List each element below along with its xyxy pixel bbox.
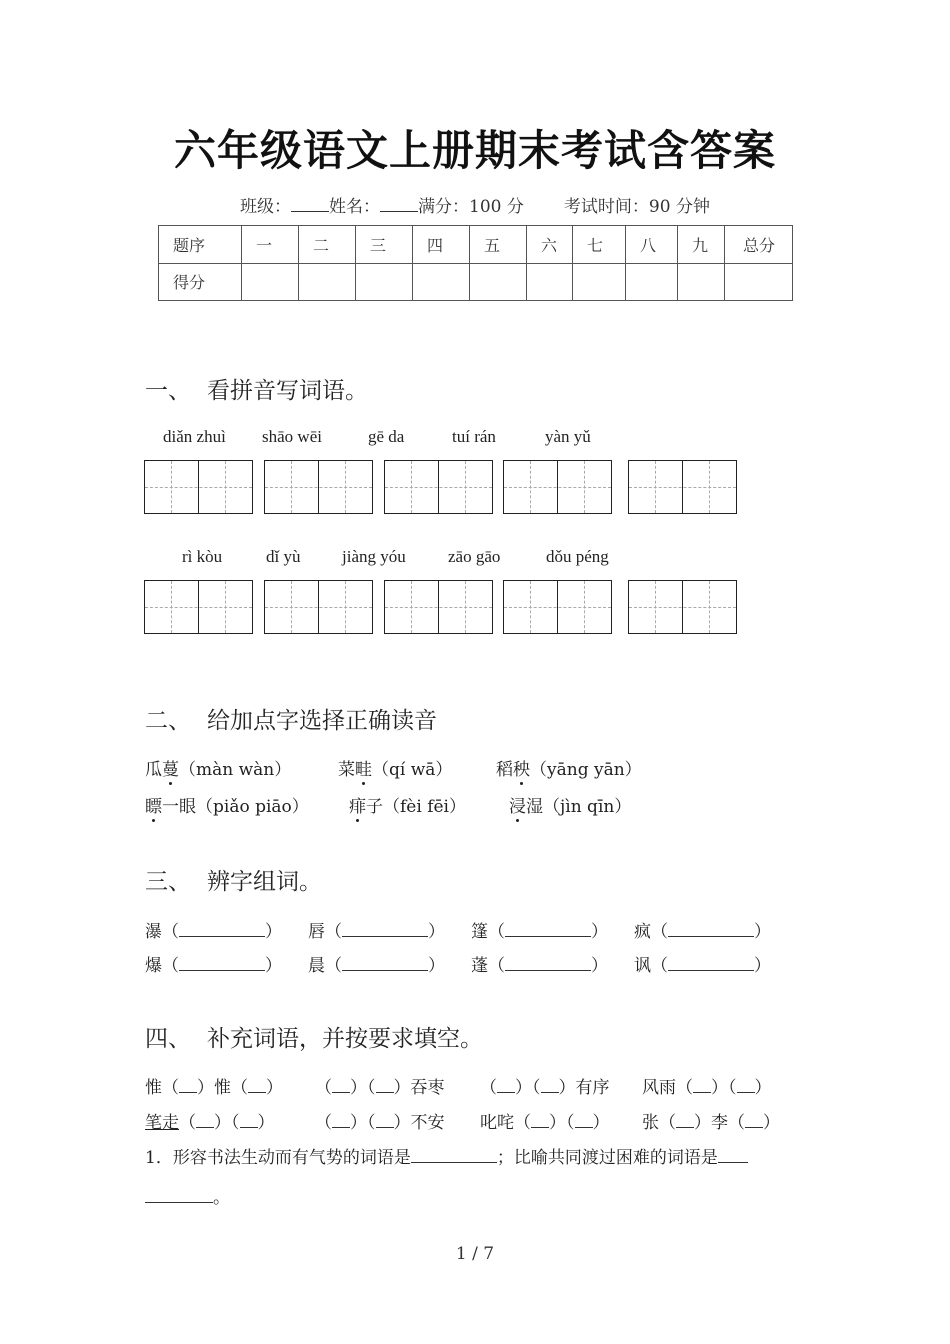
exam-time: 考试时间：90 分钟 [563, 197, 710, 217]
score-cell[interactable] [678, 263, 725, 301]
idiom-item: 风雨（ ）（ ） [642, 1078, 772, 1098]
pinyin: rì kòu [182, 547, 223, 566]
word-item: 蓬（ ） [471, 956, 608, 976]
page-title: 六年级语文上册期末考试含答案 [173, 126, 776, 175]
score-cell[interactable] [299, 263, 356, 301]
pinyin: gē da [368, 427, 405, 446]
writing-box[interactable] [384, 460, 493, 514]
score-cell[interactable] [413, 263, 470, 301]
section-number: 二、 [145, 708, 191, 734]
header-cell: 五 [470, 226, 527, 264]
idiom-item: （ ）（ ）不安 [315, 1113, 445, 1133]
pinyin: diǎn zhuì [163, 427, 226, 446]
section-number: 一、 [145, 378, 191, 404]
pinyin: jiàng yóu [342, 547, 406, 566]
section-title: 补充词语，并按要求填空。 [207, 1026, 483, 1052]
section-3-heading [145, 863, 322, 896]
idiom-item: 惟（ ）惟（ ） [145, 1078, 283, 1098]
question-1: 1．形容书法生动而有气势的词语是 ；比喻共同渡过困难的词语是 [145, 1143, 748, 1168]
class-label: 班级： [240, 197, 292, 217]
section-1-heading [145, 372, 368, 405]
writing-box[interactable] [628, 580, 737, 634]
header-cell: 一 [242, 226, 299, 264]
pinyin: yàn yǔ [545, 427, 591, 446]
section-2-heading [145, 702, 437, 735]
idiom-item: 张（ ）李（ ） [642, 1113, 780, 1133]
idiom-item: （ ）（ ）有序 [480, 1078, 610, 1098]
question-1-continued: 。 [145, 1183, 230, 1208]
pinyin: shāo wēi [262, 427, 322, 446]
reading-item: 瓜蔓（màn wàn） [145, 755, 291, 780]
writing-box[interactable] [264, 460, 373, 514]
word-item: 疯（ ） [634, 922, 771, 942]
pinyin: dǒu péng [546, 547, 609, 566]
writing-box[interactable] [144, 580, 253, 634]
score-cell[interactable] [573, 263, 626, 301]
section-number: 三、 [145, 869, 191, 895]
header-cell: 六 [527, 226, 573, 264]
idiom-item: （ ）（ ）吞枣 [315, 1078, 445, 1098]
reading-item: 瞟一眼（piǎo piāo） [145, 792, 309, 817]
score-cell[interactable] [626, 263, 678, 301]
score-cell[interactable] [470, 263, 527, 301]
word-item: 爆（ ） [145, 956, 282, 976]
writing-box[interactable] [264, 580, 373, 634]
section-number: 四、 [145, 1026, 191, 1052]
reading-item: 菜畦（qí wā） [338, 755, 452, 780]
header-cell: 总分 [725, 226, 793, 264]
reading-item: 浸湿（jìn qīn） [509, 792, 631, 817]
score-cell[interactable] [527, 263, 573, 301]
writing-box[interactable] [144, 460, 253, 514]
row-label: 得分 [159, 263, 242, 301]
class-blank [291, 196, 329, 212]
header-cell: 九 [678, 226, 725, 264]
header-cell: 七 [573, 226, 626, 264]
pinyin: dǐ yù [266, 547, 301, 566]
score-cell[interactable] [242, 263, 299, 301]
score-cell[interactable] [725, 263, 793, 301]
word-item: 瀑（ ） [145, 922, 282, 942]
writing-box[interactable] [384, 580, 493, 634]
score-table-header-row [159, 226, 793, 264]
writing-box[interactable] [503, 460, 612, 514]
header-cell: 二 [299, 226, 356, 264]
reading-item: 痱子（fèi fēi） [349, 792, 466, 817]
word-item: 晨（ ） [308, 956, 445, 976]
pinyin: zāo gāo [448, 547, 501, 566]
exam-info [0, 192, 950, 217]
word-item: 讽（ ） [634, 956, 771, 976]
word-item: 唇（ ） [308, 922, 445, 942]
section-title: 给加点字选择正确读音 [207, 708, 437, 734]
section-4-heading [145, 1020, 483, 1053]
name-blank [380, 196, 418, 212]
header-cell: 八 [626, 226, 678, 264]
writing-box[interactable] [628, 460, 737, 514]
section-title: 看拼音写词语。 [207, 378, 368, 404]
idiom-item: 叱咤（ ）（ ） [480, 1113, 610, 1133]
full-score: 满分：100 分 [418, 197, 524, 217]
name-label: 姓名： [329, 197, 381, 217]
pinyin: tuí rán [452, 427, 496, 446]
page-number: 1 / 7 [455, 1244, 495, 1264]
score-table-score-row [159, 263, 793, 301]
word-item: 篷（ ） [471, 922, 608, 942]
idiom-item: 笔走（ ）（ ） [145, 1113, 275, 1133]
writing-box[interactable] [503, 580, 612, 634]
header-cell: 四 [413, 226, 470, 264]
reading-item: 稻秧（yāng yān） [496, 755, 642, 780]
header-cell: 题序 [159, 226, 242, 264]
section-title: 辨字组词。 [207, 869, 322, 895]
score-table [158, 225, 793, 301]
header-cell: 三 [356, 226, 413, 264]
score-cell[interactable] [356, 263, 413, 301]
